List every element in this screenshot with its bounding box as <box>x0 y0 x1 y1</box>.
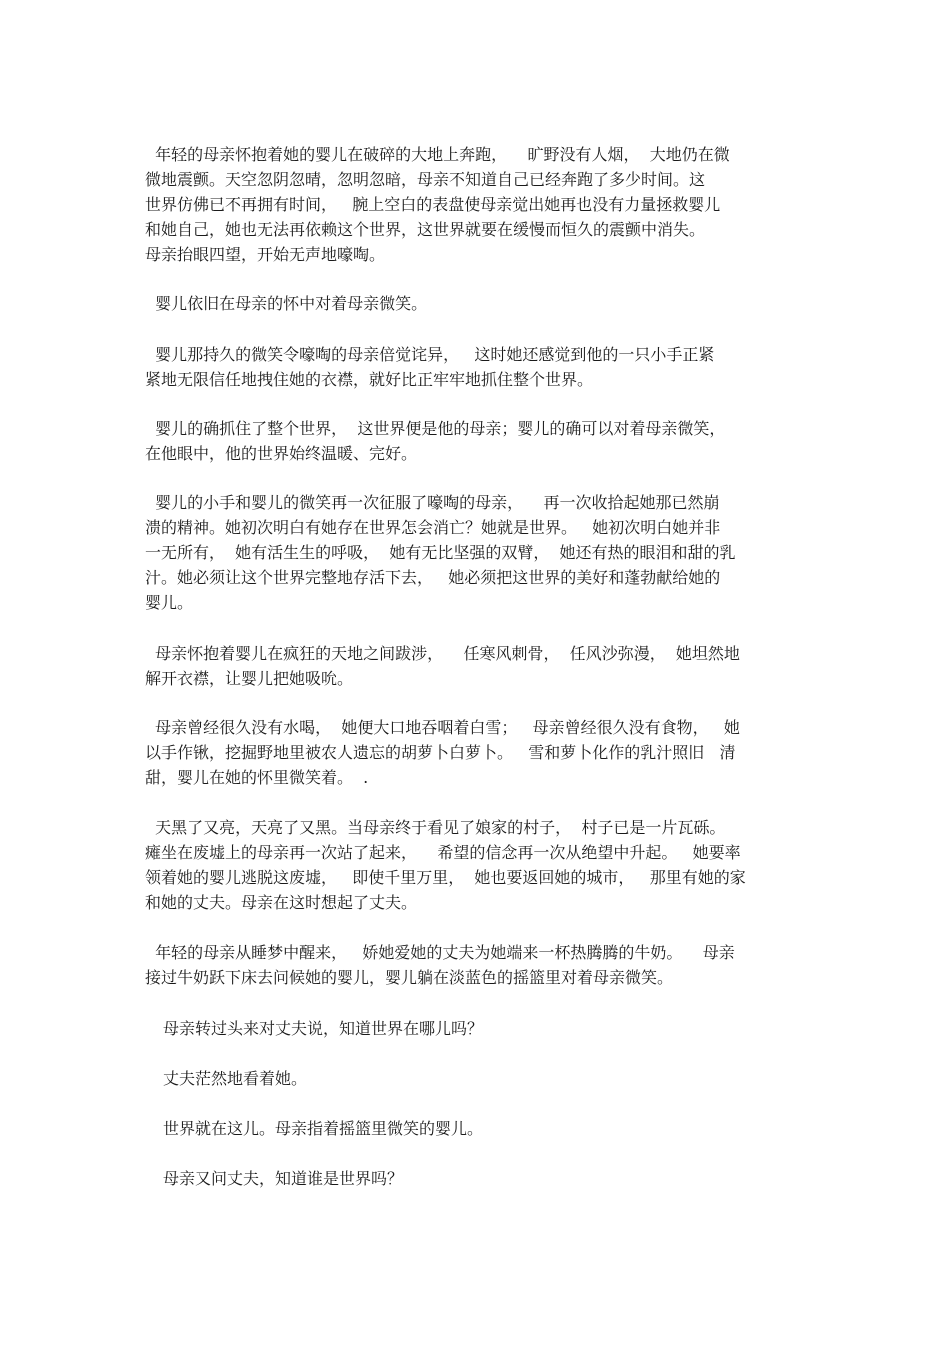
text-line: 天黑了又亮，天亮了又黑。当母亲终于看见了娘家的村子， 村子已是一片瓦砾。 <box>145 818 726 837</box>
text-line: 世界仿佛已不再拥有时间， 腕上空白的表盘使母亲觉出她再也没有力量拯救婴儿 <box>145 195 721 214</box>
text-line: 在他眼中，他的世界始终温暖、完好。 <box>145 444 418 463</box>
paragraph-6 <box>145 641 805 691</box>
text-line: 一无所有， 她有活生生的呼吸， 她有无比坚强的双臂， 她还有热的眼泪和甜的乳 <box>145 543 736 562</box>
text-line: 年轻的母亲从睡梦中醒来， 娇她爱她的丈夫为她端来一杯热腾腾的牛奶。 母亲 <box>145 943 735 962</box>
text-line: 甜，婴儿在她的怀里微笑着。 . <box>145 768 369 787</box>
text-line: 领着她的婴儿逃脱这废墟， 即使千里万里， 她也要返回她的城市， 那里有她的家 <box>145 868 746 887</box>
text-line: 年轻的母亲怀抱着她的婴儿在破碎的大地上奔跑， 旷野没有人烟， 大地仍在微 <box>145 145 730 164</box>
paragraph-10: 母亲转过头来对丈夫说，知道世界在哪儿吗？ <box>163 1019 484 1038</box>
paragraph-8 <box>145 815 805 915</box>
text-line: 母亲怀抱着婴儿在疯狂的天地之间跋涉， 任寒风刺骨， 任风沙弥漫， 她坦然地 <box>145 644 740 663</box>
paragraph-11: 丈夫茫然地看着她。 <box>163 1069 308 1088</box>
text-line: 接过牛奶跃下床去问候她的婴儿，婴儿躺在淡蓝色的摇篮里对着母亲微笑。 <box>145 968 674 987</box>
text-line: 婴儿。 <box>145 593 194 612</box>
paragraph-5 <box>145 490 805 615</box>
paragraph-9 <box>145 940 805 990</box>
text-line: 解开衣襟，让婴儿把她吸吮。 <box>145 669 354 688</box>
text-line: 和她自己，她也无法再依赖这个世界，这世界就要在缓慢而恒久的震颤中消失。 <box>145 220 706 239</box>
paragraph-1 <box>145 142 805 267</box>
text-line: 和她的丈夫。母亲在这时想起了丈夫。 <box>145 893 418 912</box>
text-line: 婴儿依旧在母亲的怀中对着母亲微笑。 <box>145 294 428 313</box>
text-line: 瘫坐在废墟上的母亲再一次站了起来， 希望的信念再一次从绝望中升起。 她要率 <box>145 843 741 862</box>
paragraph-13: 母亲又问丈夫，知道谁是世界吗？ <box>163 1169 404 1188</box>
paragraph-3 <box>145 342 805 392</box>
paragraph-2 <box>145 291 805 316</box>
text-line: 紧地无限信任地拽住她的衣襟，就好比正牢牢地抓住整个世界。 <box>145 370 594 389</box>
paragraph-4 <box>145 416 805 466</box>
text-line: 婴儿那持久的微笑令嚎啕的母亲倍觉诧异， 这时她还感觉到他的一只小手正紧 <box>145 345 715 364</box>
text-line: 以手作锹，挖掘野地里被农人遗忘的胡萝卜白萝卜。 雪和萝卜化作的乳汁照旧 清 <box>145 743 736 762</box>
text-line: 婴儿的确抓住了整个世界， 这世界便是他的母亲；婴儿的确可以对着母亲微笑， <box>145 419 726 438</box>
text-line: 微地震颤。天空忽阴忽晴，忽明忽暗，母亲不知道自己已经奔跑了多少时间。这 <box>145 170 706 189</box>
text-line: 汁。她必须让这个世界完整地存活下去， 她必须把这世界的美好和蓬勃献给她的 <box>145 568 721 587</box>
paragraph-12: 世界就在这儿。母亲指着摇篮里微笑的婴儿。 <box>163 1119 484 1138</box>
paragraph-7 <box>145 715 805 790</box>
text-line: 婴儿的小手和婴儿的微笑再一次征服了嚎啕的母亲， 再一次收拾起她那已然崩 <box>145 493 720 512</box>
text-line: 溃的精神。她初次明白有她存在世界怎会消亡？她就是世界。 她初次明白她并非 <box>145 518 721 537</box>
text-line: 母亲抬眼四望，开始无声地嚎啕。 <box>145 245 386 264</box>
text-line: 母亲曾经很久没有水喝， 她便大口地吞咽着白雪； 母亲曾经很久没有食物， 她 <box>145 718 740 737</box>
